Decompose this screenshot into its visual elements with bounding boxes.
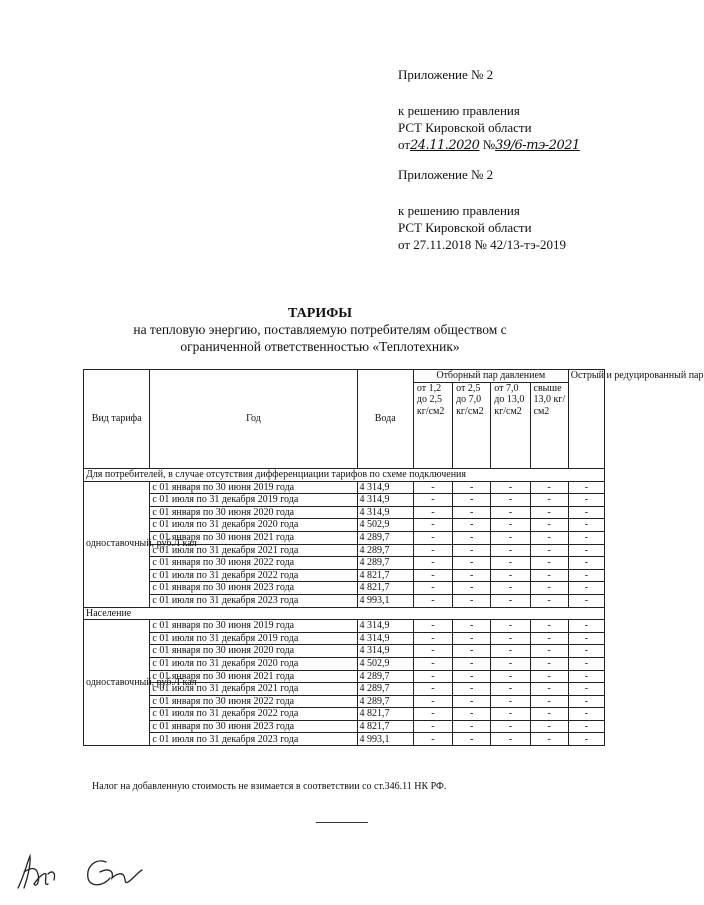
pressure-2-cell: -: [453, 506, 491, 519]
pressure-4-cell: -: [530, 481, 568, 494]
pressure-2-cell: -: [453, 683, 491, 696]
appendix-current: [398, 66, 580, 154]
water-value-cell: 4 314,9: [357, 632, 413, 645]
pressure-4-cell: -: [530, 695, 568, 708]
water-value-cell: 4 289,7: [357, 544, 413, 557]
period-cell: с 01 июля по 31 декабря 2023 года: [150, 594, 357, 607]
pressure-1-cell: -: [413, 683, 452, 696]
appendix-line: к решению правления: [398, 203, 520, 218]
pressure-4-cell: -: [530, 569, 568, 582]
water-value-cell: 4 993,1: [357, 733, 413, 746]
water-value-cell: 4 821,7: [357, 582, 413, 595]
water-value-cell: 4 821,7: [357, 720, 413, 733]
tariff-table: [83, 369, 704, 746]
sharp-steam-cell: -: [568, 620, 604, 633]
pressure-1-cell: -: [413, 632, 452, 645]
table-row: [84, 531, 605, 544]
section-title: Для потребителей, в случае отсутствия дифференциации тарифов по схеме подключения: [84, 469, 605, 482]
table-row: [84, 481, 605, 494]
handwritten-date: 24.11.2020: [410, 138, 480, 153]
sharp-steam-cell: -: [568, 594, 604, 607]
table-row: [84, 544, 605, 557]
period-cell: с 01 января по 30 июня 2020 года: [150, 645, 357, 658]
pressure-4-cell: -: [530, 494, 568, 507]
sharp-steam-cell: -: [568, 708, 604, 721]
pressure-3-cell: -: [491, 506, 530, 519]
period-cell: с 01 июля по 31 декабря 2020 года: [150, 519, 357, 532]
period-cell: с 01 января по 30 июня 2021 года: [150, 531, 357, 544]
pressure-1-cell: -: [413, 620, 452, 633]
period-cell: с 01 января по 30 июня 2021 года: [150, 670, 357, 683]
table-row: [84, 620, 605, 633]
appendix-date-line: [398, 136, 580, 154]
pressure-3-cell: -: [491, 620, 530, 633]
table-row: [84, 708, 605, 721]
pressure-4-cell: -: [530, 582, 568, 595]
tariff-table-body: [84, 469, 605, 746]
appendix-original: [398, 166, 566, 253]
pressure-2-cell: -: [453, 708, 491, 721]
period-cell: с 01 января по 30 июня 2020 года: [150, 506, 357, 519]
table-row: [84, 695, 605, 708]
appendix-title: Приложение № 2: [398, 167, 494, 182]
period-cell: с 01 июля по 31 декабря 2021 года: [150, 683, 357, 696]
water-value-cell: 4 289,7: [357, 670, 413, 683]
pressure-3-cell: -: [491, 557, 530, 570]
header-steam-group: Отборный пар давлением: [413, 370, 568, 383]
pressure-4-cell: -: [530, 620, 568, 633]
table-row: [84, 733, 605, 746]
pressure-4-cell: -: [530, 557, 568, 570]
period-cell: с 01 июля по 31 декабря 2019 года: [150, 494, 357, 507]
pressure-1-cell: -: [413, 645, 452, 658]
sharp-steam-cell: -: [568, 683, 604, 696]
pressure-1-cell: -: [413, 557, 452, 570]
pressure-2-cell: -: [453, 481, 491, 494]
pressure-3-cell: -: [491, 733, 530, 746]
pressure-1-cell: -: [413, 733, 452, 746]
document-subtitle-line: на тепловую энергию, поставляемую потребителям обществом с: [133, 322, 507, 337]
pressure-3-cell: -: [491, 531, 530, 544]
water-value-cell: 4 821,7: [357, 569, 413, 582]
pressure-1-cell: -: [413, 657, 452, 670]
pressure-4-cell: -: [530, 506, 568, 519]
period-cell: с 01 января по 30 июня 2023 года: [150, 582, 357, 595]
pressure-3-cell: -: [491, 645, 530, 658]
pressure-2-cell: -: [453, 582, 491, 595]
sharp-steam-cell: -: [568, 544, 604, 557]
sharp-steam-cell: -: [568, 670, 604, 683]
period-cell: с 01 июля по 31 декабря 2022 года: [150, 708, 357, 721]
tariff-type-cell: одноставочный, руб./Гкал: [84, 620, 150, 746]
sharp-steam-cell: -: [568, 531, 604, 544]
water-value-cell: 4 502,9: [357, 519, 413, 532]
pressure-2-cell: -: [453, 720, 491, 733]
pressure-3-cell: -: [491, 582, 530, 595]
pressure-4-cell: -: [530, 594, 568, 607]
period-cell: с 01 января по 30 июня 2022 года: [150, 695, 357, 708]
period-cell: с 01 июля по 31 декабря 2019 года: [150, 632, 357, 645]
sharp-steam-cell: -: [568, 657, 604, 670]
vat-footnote: Налог на добавленную стоимость не взимается в соответствии со ст.346.11 НК РФ.: [92, 781, 447, 792]
pressure-4-cell: -: [530, 733, 568, 746]
pressure-1-cell: -: [413, 569, 452, 582]
period-cell: с 01 июля по 31 декабря 2022 года: [150, 569, 357, 582]
handwritten-number: 39/6-тэ-2021: [495, 138, 580, 153]
table-row: [84, 683, 605, 696]
water-value-cell: 4 314,9: [357, 494, 413, 507]
appendix-line: РСТ Кировской области: [398, 220, 532, 235]
number-prefix: №: [482, 137, 496, 152]
table-row: [84, 670, 605, 683]
pressure-3-cell: -: [491, 720, 530, 733]
pressure-2-cell: -: [453, 733, 491, 746]
document-title: ТАРИФЫ: [288, 306, 352, 321]
water-value-cell: 4 993,1: [357, 594, 413, 607]
water-value-cell: 4 314,9: [357, 506, 413, 519]
pressure-3-cell: -: [491, 519, 530, 532]
pressure-2-cell: -: [453, 620, 491, 633]
header-pressure-1: от 1,2 до 2,5 кг/см2: [413, 383, 452, 469]
pressure-4-cell: -: [530, 683, 568, 696]
pressure-3-cell: -: [491, 632, 530, 645]
sharp-steam-cell: -: [568, 506, 604, 519]
pressure-1-cell: -: [413, 519, 452, 532]
water-value-cell: 4 289,7: [357, 683, 413, 696]
pressure-3-cell: -: [491, 594, 530, 607]
pressure-2-cell: -: [453, 557, 491, 570]
pressure-1-cell: -: [413, 531, 452, 544]
pressure-2-cell: -: [453, 670, 491, 683]
water-value-cell: 4 314,9: [357, 645, 413, 658]
pressure-3-cell: -: [491, 683, 530, 696]
table-row: [84, 506, 605, 519]
header-pressure-3: от 7,0 до 13,0 кг/см2: [491, 383, 530, 469]
header-sharp-steam: Острый и редуцированный пар: [568, 370, 604, 469]
period-cell: с 01 января по 30 июня 2023 года: [150, 720, 357, 733]
pressure-1-cell: -: [413, 494, 452, 507]
pressure-2-cell: -: [453, 645, 491, 658]
pressure-1-cell: -: [413, 720, 452, 733]
section-header-row: [84, 469, 605, 482]
sharp-steam-cell: -: [568, 557, 604, 570]
pressure-2-cell: -: [453, 519, 491, 532]
pressure-2-cell: -: [453, 494, 491, 507]
period-cell: с 01 января по 30 июня 2019 года: [150, 481, 357, 494]
pressure-1-cell: -: [413, 695, 452, 708]
table-row: [84, 494, 605, 507]
sharp-steam-cell: -: [568, 733, 604, 746]
pressure-1-cell: -: [413, 506, 452, 519]
pressure-3-cell: -: [491, 569, 530, 582]
pressure-4-cell: -: [530, 708, 568, 721]
pressure-4-cell: -: [530, 720, 568, 733]
tariff-type-cell: одноставочный, руб./Гкал: [84, 481, 150, 607]
water-value-cell: 4 289,7: [357, 531, 413, 544]
sharp-steam-cell: -: [568, 632, 604, 645]
pressure-2-cell: -: [453, 695, 491, 708]
sharp-steam-cell: -: [568, 569, 604, 582]
pressure-4-cell: -: [530, 645, 568, 658]
table-row: [84, 582, 605, 595]
appendix-line: к решению правления: [398, 103, 520, 118]
header-pressure-4: свыше 13,0 кг/см2: [530, 383, 568, 469]
sharp-steam-cell: -: [568, 720, 604, 733]
pressure-1-cell: -: [413, 481, 452, 494]
pressure-3-cell: -: [491, 494, 530, 507]
pressure-1-cell: -: [413, 582, 452, 595]
appendix-line: от 27.11.2018 № 42/13-тэ-2019: [398, 237, 567, 252]
water-value-cell: 4 289,7: [357, 695, 413, 708]
table-row: [84, 519, 605, 532]
table-row: [84, 645, 605, 658]
section-header-row: [84, 607, 605, 620]
header-water: Вода: [357, 370, 413, 469]
table-row: [84, 594, 605, 607]
period-cell: с 01 июля по 31 декабря 2020 года: [150, 657, 357, 670]
handwritten-signature-icon: [14, 848, 164, 893]
date-prefix: от: [398, 137, 411, 152]
header-year: Год: [150, 370, 357, 469]
pressure-4-cell: -: [530, 531, 568, 544]
pressure-1-cell: -: [413, 708, 452, 721]
water-value-cell: 4 289,7: [357, 557, 413, 570]
water-value-cell: 4 314,9: [357, 620, 413, 633]
pressure-3-cell: -: [491, 670, 530, 683]
header-tariff-type: Вид тарифа: [84, 370, 150, 469]
appendix-title: Приложение № 2: [398, 67, 494, 82]
pressure-3-cell: -: [491, 657, 530, 670]
pressure-2-cell: -: [453, 531, 491, 544]
sharp-steam-cell: -: [568, 695, 604, 708]
period-cell: с 01 июля по 31 декабря 2021 года: [150, 544, 357, 557]
appendix-line: РСТ Кировской области: [398, 120, 532, 135]
pressure-3-cell: -: [491, 708, 530, 721]
sharp-steam-cell: -: [568, 519, 604, 532]
header-pressure-2: от 2,5 до 7,0 кг/см2: [453, 383, 491, 469]
pressure-4-cell: -: [530, 544, 568, 557]
pressure-4-cell: -: [530, 632, 568, 645]
footer-divider: [316, 822, 368, 823]
pressure-2-cell: -: [453, 657, 491, 670]
pressure-4-cell: -: [530, 519, 568, 532]
sharp-steam-cell: -: [568, 481, 604, 494]
period-cell: с 01 января по 30 июня 2019 года: [150, 620, 357, 633]
water-value-cell: 4 314,9: [357, 481, 413, 494]
period-cell: с 01 января по 30 июня 2022 года: [150, 557, 357, 570]
pressure-2-cell: -: [453, 544, 491, 557]
table-row: [84, 632, 605, 645]
pressure-3-cell: -: [491, 544, 530, 557]
pressure-2-cell: -: [453, 632, 491, 645]
sharp-steam-cell: -: [568, 645, 604, 658]
section-title: Население: [84, 607, 605, 620]
table-row: [84, 657, 605, 670]
water-value-cell: 4 821,7: [357, 708, 413, 721]
pressure-2-cell: -: [453, 594, 491, 607]
table-row: [84, 720, 605, 733]
document-subtitle-line: ограниченной ответственностью «Теплотехник»: [180, 339, 460, 354]
table-row: [84, 557, 605, 570]
pressure-4-cell: -: [530, 670, 568, 683]
pressure-1-cell: -: [413, 670, 452, 683]
pressure-3-cell: -: [491, 695, 530, 708]
period-cell: с 01 июля по 31 декабря 2023 года: [150, 733, 357, 746]
sharp-steam-cell: -: [568, 494, 604, 507]
pressure-3-cell: -: [491, 481, 530, 494]
table-row: [84, 569, 605, 582]
pressure-1-cell: -: [413, 544, 452, 557]
water-value-cell: 4 502,9: [357, 657, 413, 670]
sharp-steam-cell: -: [568, 582, 604, 595]
pressure-4-cell: -: [530, 657, 568, 670]
pressure-1-cell: -: [413, 594, 452, 607]
pressure-2-cell: -: [453, 569, 491, 582]
